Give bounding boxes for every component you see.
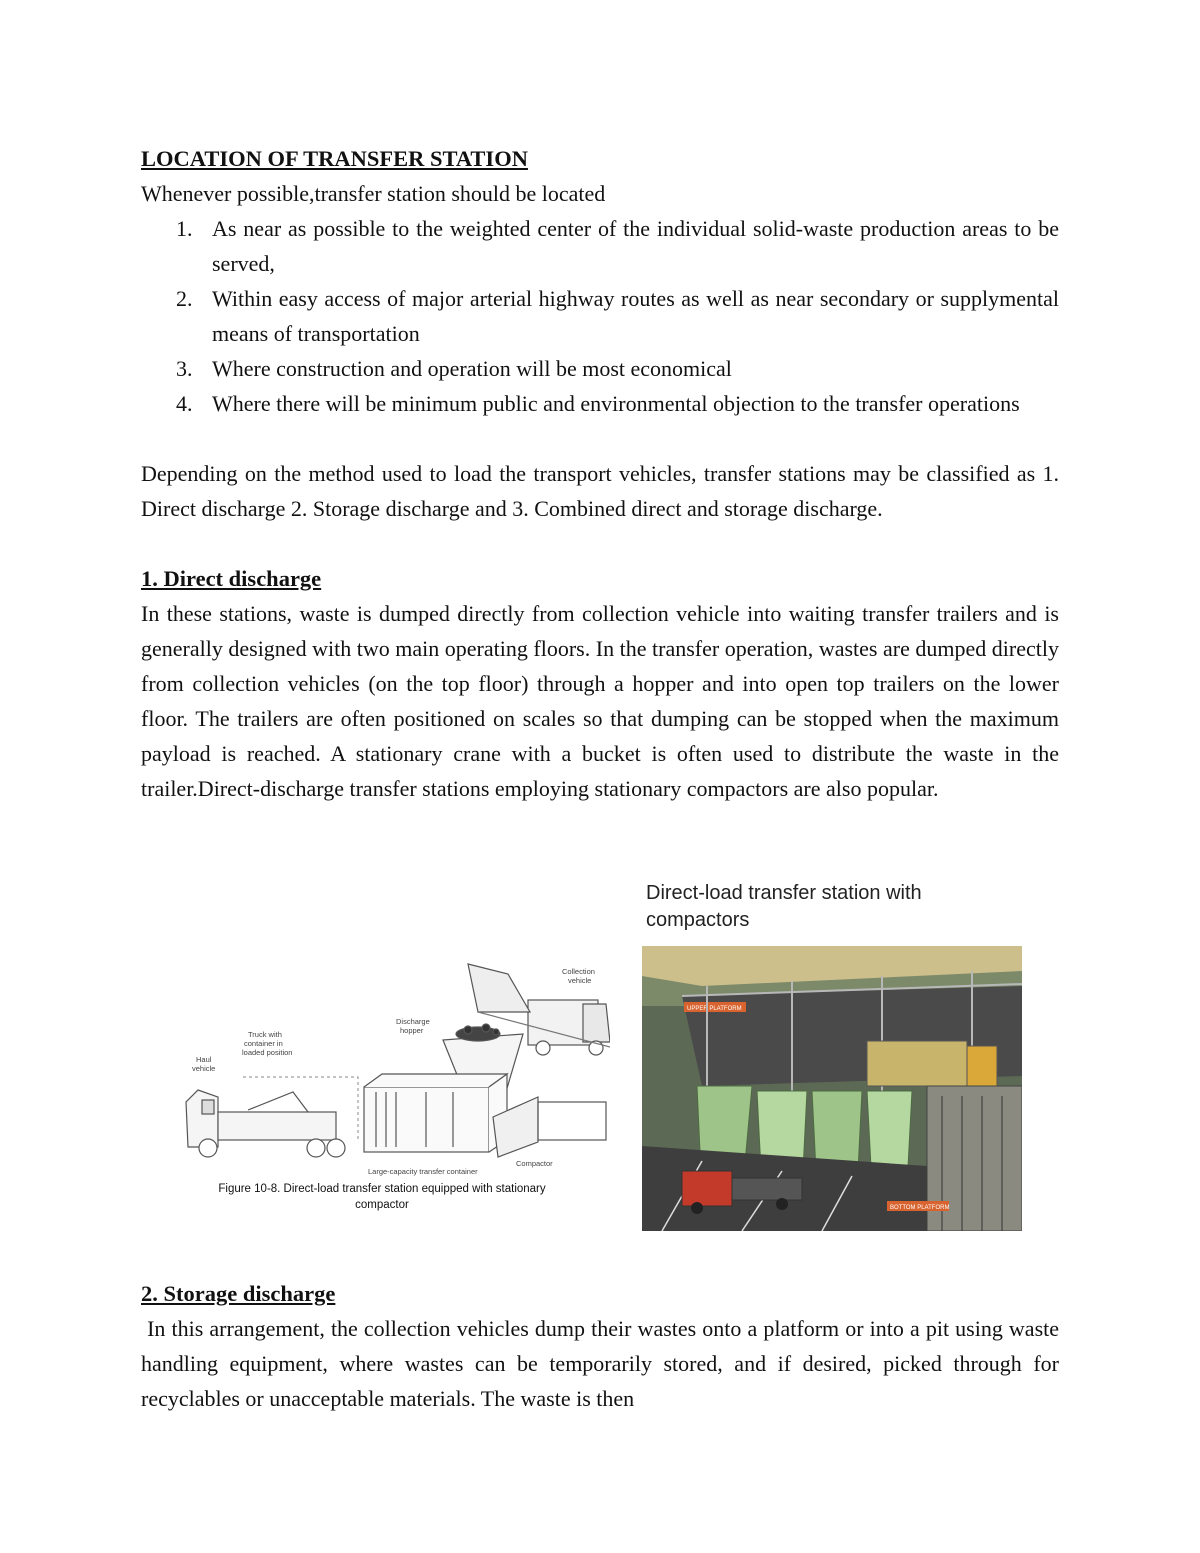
- heading-storage-discharge: 2. Storage discharge: [141, 1281, 336, 1306]
- upper-platform-label: UPPER PLATFORM: [687, 1006, 742, 1012]
- label-truck-with-container-2: container in: [244, 1039, 283, 1048]
- list-item-text: Where construction and operation will be most economical: [212, 356, 732, 381]
- list-number: 2.: [176, 286, 193, 311]
- list-item: [141, 211, 1059, 281]
- label-compactor: Compactor: [516, 1159, 553, 1168]
- bottom-platform-label: BOTTOM PLATFORM: [890, 1205, 950, 1211]
- heading-location: LOCATION OF TRANSFER STATION: [141, 146, 528, 171]
- transfer-container-drawing: [364, 1074, 507, 1152]
- label-discharge-hopper-2: hopper: [400, 1026, 424, 1035]
- storage-discharge-paragraph: In this arrangement, the collection vehicles dump their wastes onto a platform or into a pit using waste handling equipment, where wastes can be temporarily stored, and if desired, picked through for recyclables or unacceptable materials. The waste is then: [141, 1316, 1065, 1411]
- list-item-text: As near as possible to the weighted center of the individual solid-waste production areas to be served,: [212, 216, 1059, 276]
- label-large-container: Large-capacity transfer container: [368, 1167, 478, 1176]
- label-haul-vehicle-2: vehicle: [192, 1064, 216, 1073]
- compactor-drawing: [493, 1097, 606, 1157]
- label-truck-with-container-3: loaded position: [242, 1048, 293, 1057]
- label-discharge-hopper: Discharge: [396, 1017, 430, 1026]
- figure-right-title: Direct-load transfer station with compactors: [646, 882, 922, 931]
- haul-vehicle-drawing: [186, 1090, 345, 1157]
- list-item: [141, 351, 1059, 386]
- direct-load-diagram: [178, 952, 610, 1227]
- heading-direct-discharge: 1. Direct discharge: [141, 566, 322, 591]
- list-item: [141, 386, 1059, 421]
- classification-paragraph: Depending on the method used to load the transport vehicles, transfer stations may be classified as 1. Direct discharge 2. Storage discharge and 3. Combined direct and storage discharge.: [141, 461, 1059, 521]
- compactor-station-illustration: [642, 946, 1022, 1231]
- list-number: 1.: [176, 216, 193, 241]
- figure-caption-2: compactor: [355, 1199, 409, 1211]
- label-collection-vehicle: Collection: [562, 967, 595, 976]
- direct-discharge-paragraph: In these stations, waste is dumped directly from collection vehicle into waiting transfer trailers and is generally designed with two main operating floors. In the transfer operation, wastes are dumped directly from collection vehicles (on the top floor) through a hopper and into open top trailers on the lower floor. The trailers are often positioned on scales so that dumping can be stopped when the maximum payload is reached. A stationary crane with a bucket is often used to distribute the waste in the trailer.Direct-discharge transfer stations employing stationary compactors are also popular.: [141, 601, 1059, 801]
- label-truck-with-container: Truck with: [248, 1030, 282, 1039]
- figure-caption: Figure 10-8. Direct-load transfer station equipped with stationary: [218, 1183, 546, 1195]
- label-collection-vehicle-2: vehicle: [568, 976, 592, 985]
- list-number: 3.: [176, 356, 193, 381]
- list-item: [141, 281, 1059, 351]
- location-list: [141, 211, 1059, 421]
- list-item-text: Within easy access of major arterial highway routes as well as near secondary or supplymental means of transportation: [212, 286, 1059, 346]
- list-number: 4.: [176, 391, 193, 416]
- intro-text: Whenever possible,transfer station should be located: [141, 181, 606, 206]
- label-haul-vehicle: Haul: [196, 1055, 212, 1064]
- list-item-text: Where there will be minimum public and environmental objection to the transfer operations: [212, 391, 1020, 416]
